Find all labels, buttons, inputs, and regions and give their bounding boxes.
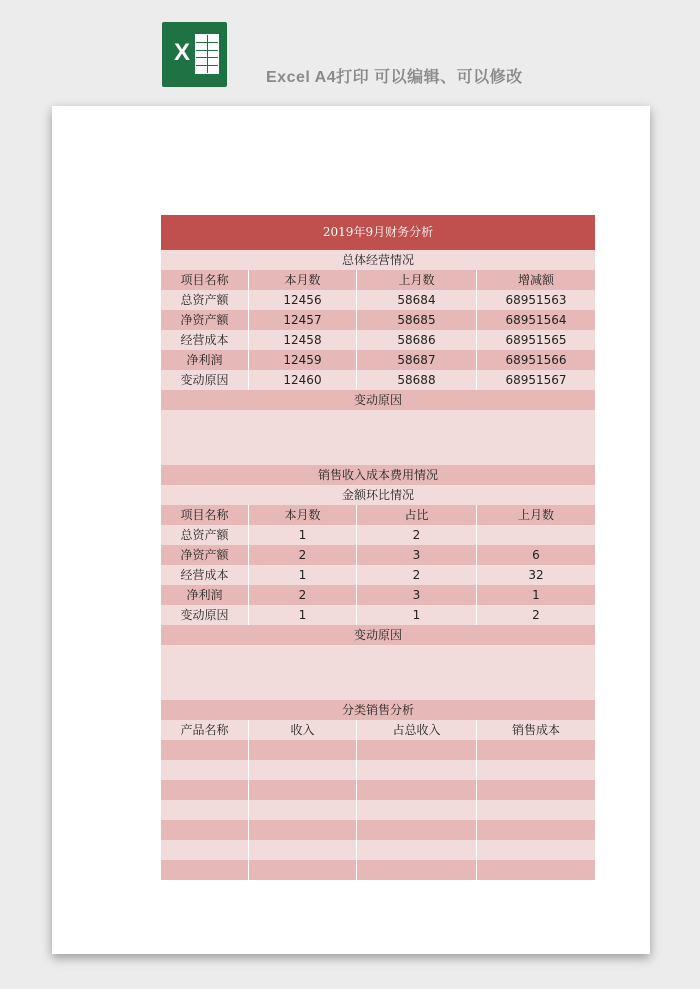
cell[interactable]: 68951564 (505, 313, 567, 327)
column-header[interactable]: 占总收入 (357, 720, 477, 740)
note-area[interactable] (161, 410, 595, 465)
cell[interactable] (477, 860, 595, 880)
cell[interactable]: 销售收入成本费用情况 (317, 468, 438, 482)
cell[interactable] (477, 820, 595, 840)
cell[interactable]: 总资产额 (161, 290, 249, 310)
cell[interactable]: 2 (357, 565, 477, 585)
table-row (161, 860, 595, 880)
cell[interactable] (357, 820, 477, 840)
table-row (161, 525, 595, 545)
cell[interactable] (161, 740, 249, 760)
cell[interactable]: 58685 (357, 310, 477, 330)
cell[interactable]: 58684 (357, 290, 477, 310)
section-subheading (161, 485, 595, 505)
column-header[interactable]: 本月数 (249, 505, 357, 525)
column-header[interactable]: 产品名称 (161, 720, 249, 740)
cell[interactable] (477, 780, 595, 800)
cell[interactable]: 变动原因 (353, 393, 402, 407)
cell[interactable]: 58688 (357, 370, 477, 390)
cell[interactable] (249, 780, 357, 800)
table-header-row (161, 720, 595, 740)
cell[interactable] (357, 840, 477, 860)
cell[interactable] (249, 740, 357, 760)
cell[interactable] (249, 820, 357, 840)
table-row (161, 605, 595, 625)
cell[interactable]: 分类销售分析 (341, 703, 414, 717)
table-header-row (161, 505, 595, 525)
cell[interactable]: 经营成本 (161, 565, 249, 585)
table-row (161, 820, 595, 840)
cell[interactable] (161, 780, 249, 800)
cell[interactable]: 12456 (249, 290, 357, 310)
spreadsheet (161, 215, 595, 880)
cell[interactable]: 12459 (249, 350, 357, 370)
cell[interactable]: 变动原因 (161, 605, 249, 625)
sheet-title[interactable]: 2019年9月财务分析 (161, 215, 595, 250)
cell[interactable] (249, 800, 357, 820)
column-header[interactable]: 占比 (357, 505, 477, 525)
cell[interactable] (357, 800, 477, 820)
column-header[interactable]: 项目名称 (161, 270, 249, 290)
cell[interactable] (161, 840, 249, 860)
cell[interactable]: 总资产额 (161, 525, 249, 545)
cell[interactable] (477, 740, 595, 760)
cell[interactable]: 68951566 (505, 353, 567, 367)
table-row (161, 760, 595, 780)
cell[interactable]: 58687 (357, 350, 477, 370)
table-row (161, 370, 595, 390)
table-row (161, 350, 595, 370)
cell[interactable]: 净利润 (161, 350, 249, 370)
cell[interactable] (357, 740, 477, 760)
table-row (161, 585, 595, 605)
section-heading[interactable] (161, 250, 595, 270)
section-heading (161, 465, 595, 485)
cell[interactable]: 1 (249, 525, 357, 545)
excel-grid-graphic (195, 34, 219, 74)
column-header[interactable]: 本月数 (249, 270, 357, 290)
cell[interactable]: 3 (357, 585, 477, 605)
cell[interactable] (249, 760, 357, 780)
cell[interactable]: 1 (357, 605, 477, 625)
table-row (161, 780, 595, 800)
cell[interactable]: 经营成本 (161, 330, 249, 350)
note-label-row (161, 625, 595, 645)
cell[interactable]: 1 (249, 565, 357, 585)
note-area[interactable] (161, 645, 595, 700)
table-row (161, 840, 595, 860)
cell[interactable] (357, 860, 477, 880)
table-header-row (161, 270, 595, 290)
cell[interactable]: 6 (532, 548, 540, 562)
cell[interactable] (477, 525, 595, 545)
cell[interactable]: 68951567 (505, 373, 567, 387)
cell[interactable]: 12458 (249, 330, 357, 350)
cell[interactable] (161, 820, 249, 840)
cell[interactable]: 金额环比情况 (341, 488, 414, 502)
cell[interactable] (477, 760, 595, 780)
column-header[interactable]: 上月数 (517, 508, 554, 522)
column-header[interactable]: 上月数 (357, 270, 477, 290)
cell[interactable] (161, 800, 249, 820)
cell[interactable]: 2 (249, 585, 357, 605)
cell[interactable]: 1 (532, 588, 540, 602)
cell[interactable]: 2 (357, 525, 477, 545)
excel-icon (162, 22, 227, 87)
note-label-row (161, 390, 595, 410)
table-row (161, 310, 595, 330)
column-header[interactable]: 收入 (249, 720, 357, 740)
cell[interactable]: 变动原因 (353, 628, 402, 642)
cell[interactable]: 总体经营情况 (341, 253, 414, 267)
cell[interactable]: 1 (249, 605, 357, 625)
cell[interactable]: 58686 (357, 330, 477, 350)
cell[interactable] (357, 780, 477, 800)
cell[interactable] (357, 760, 477, 780)
cell[interactable]: 32 (528, 568, 544, 582)
table-row (161, 800, 595, 820)
table-row (161, 565, 595, 585)
cell[interactable] (249, 860, 357, 880)
page-header-title: Excel A4打印 可以编辑、可以修改 (266, 69, 523, 86)
cell[interactable] (161, 860, 249, 880)
cell[interactable]: 3 (357, 545, 477, 565)
cell[interactable] (477, 840, 595, 860)
column-header[interactable]: 增减额 (517, 273, 554, 287)
section-heading (161, 700, 595, 720)
cell[interactable]: 变动原因 (161, 370, 249, 390)
cell[interactable] (161, 760, 249, 780)
table-row (161, 740, 595, 760)
cell[interactable]: 2 (532, 608, 540, 622)
cell[interactable] (249, 840, 357, 860)
cell[interactable]: 净资产额 (161, 310, 249, 330)
table-row (161, 330, 595, 350)
excel-x-letter: X (173, 39, 190, 66)
column-header[interactable]: 销售成本 (511, 723, 560, 737)
cell[interactable]: 68951563 (505, 293, 567, 307)
cell[interactable]: 2 (249, 545, 357, 565)
cell[interactable]: 净资产额 (161, 545, 249, 565)
table-row (161, 290, 595, 310)
cell[interactable]: 68951565 (505, 333, 567, 347)
table-row (161, 545, 595, 565)
cell[interactable]: 12457 (249, 310, 357, 330)
cell[interactable]: 净利润 (161, 585, 249, 605)
cell[interactable] (477, 800, 595, 820)
column-header[interactable]: 项目名称 (161, 505, 249, 525)
cell[interactable]: 12460 (249, 370, 357, 390)
